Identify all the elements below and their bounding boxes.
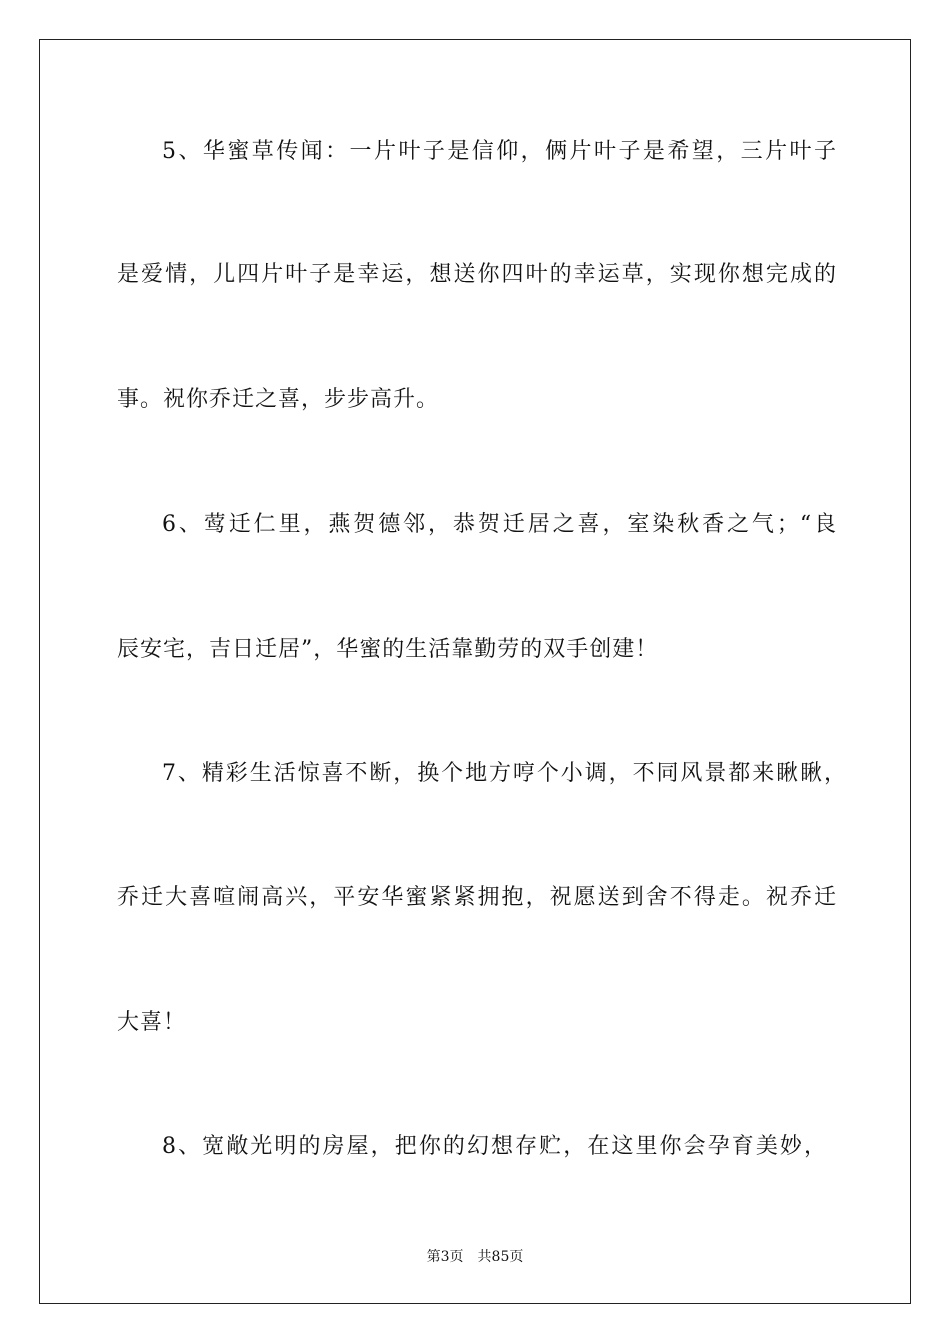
page-number-label: 第3页 — [426, 1249, 464, 1265]
page-footer — [0, 1247, 950, 1267]
paragraph-line: 事。祝你乔迁之喜，步步高升。 — [117, 387, 440, 412]
paragraph-line: 5、华蜜草传闻：一片叶子是信仰，俩片叶子是希望，三片叶子 — [162, 139, 837, 164]
page-border — [39, 39, 911, 1304]
paragraph-line: 大喜！ — [117, 1010, 187, 1035]
paragraph-line: 7、精彩生活惊喜不断，换个地方哼个小调，不同风景都来瞅瞅， — [162, 761, 847, 786]
page-total-label: 共85页 — [477, 1249, 524, 1265]
paragraph-line: 6、莺迁仁里，燕贺德邻，恭贺迁居之喜，室染秋香之气；“良 — [162, 512, 837, 537]
paragraph-line: 辰安宅，吉日迁居”，华蜜的生活靠勤劳的双手创建！ — [117, 637, 659, 662]
paragraph-line: 8、宽敞光明的房屋，把你的幻想存贮，在这里你会孕育美妙， — [162, 1134, 827, 1159]
paragraph-line: 乔迁大喜喧闹高兴，平安华蜜紧紧拥抱，祝愿送到舍不得走。祝乔迁 — [117, 885, 837, 910]
paragraph-line: 是爱情，儿四片叶子是幸运，想送你四叶的幸运草，实现你想完成的 — [117, 262, 837, 287]
